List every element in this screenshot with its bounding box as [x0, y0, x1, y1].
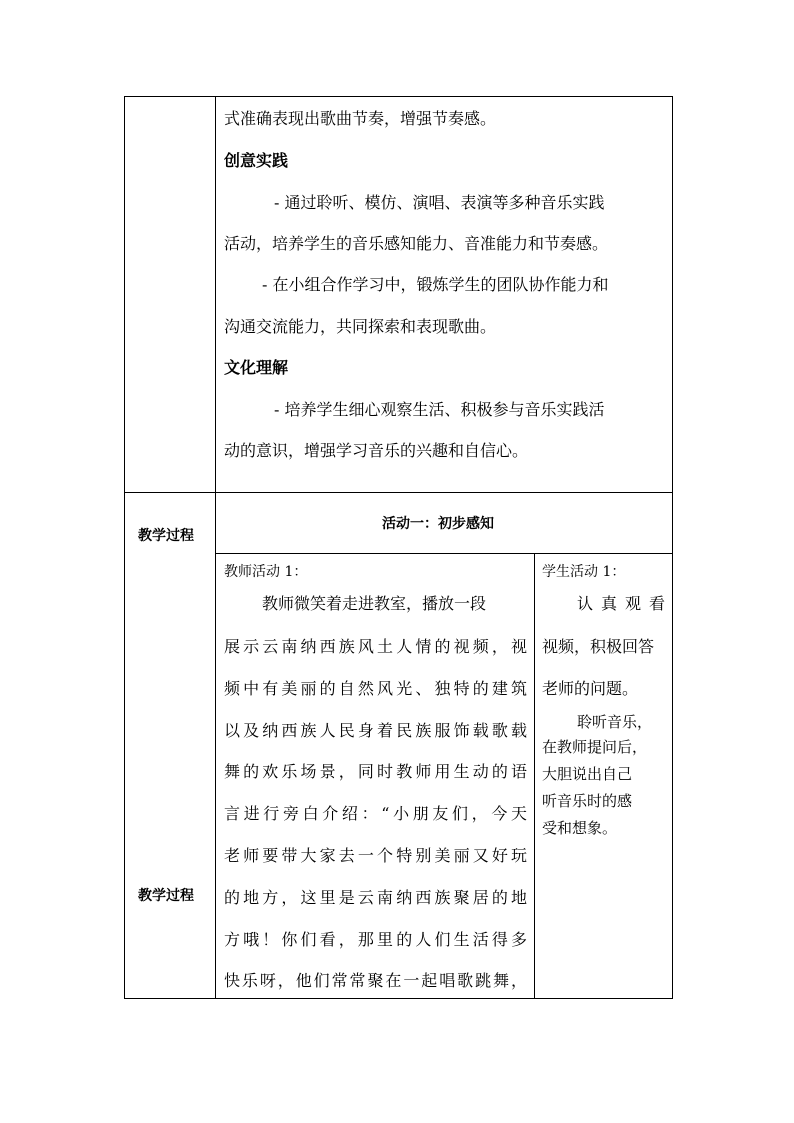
process-label-top: 教学过程: [138, 528, 194, 544]
creative-paragraph-2-line-2: 沟通交流能力，共同探索和表现歌曲。: [224, 317, 497, 336]
student-line: 认真观看: [577, 594, 665, 613]
row-divider: [124, 492, 673, 493]
teacher-line: 教师微笑着走进教室，播放一段: [262, 594, 487, 613]
creative-paragraph-2-line-1: - 在小组合作学习中，锻炼学生的团队协作能力和: [262, 275, 609, 294]
activity-title-divider: [215, 553, 673, 554]
student-line: 受和想象。: [542, 819, 618, 837]
teacher-line: 展示云南纳西族风土人情的视频，视: [224, 637, 527, 656]
culture-paragraph-line-1: - 培养学生细心观察生活、积极参与音乐实践活: [274, 400, 605, 419]
culture-understanding-heading: 文化理解: [224, 358, 289, 377]
label-column-divider: [215, 96, 216, 999]
student-line: 大胆说出自己: [542, 765, 633, 783]
creative-paragraph-1-line-2: 活动，培养学生的音乐感知能力、音准能力和节奏感。: [224, 234, 609, 253]
activity-title: 活动一：初步感知: [382, 516, 494, 532]
table-right-border: [672, 96, 673, 999]
teacher-line: 的地方，这里是云南纳西族聚居的地: [224, 888, 527, 907]
student-line: 老师的问题。: [542, 679, 639, 698]
teacher-line: 舞的欢乐场景，同时教师用生动的语: [224, 762, 527, 781]
teacher-line: 方哦！你们看，那里的人们生活得多: [224, 930, 527, 949]
process-label-bottom: 教学过程: [138, 888, 194, 904]
student-line: 听音乐时的感: [542, 792, 633, 810]
teacher-line: 以及纳西族人民身着民族服饰载歌载: [224, 721, 527, 740]
student-line: 聆听音乐，: [577, 713, 653, 731]
teacher-line: 老师要带大家去一个特别美丽又好玩: [224, 846, 527, 865]
teacher-activity-title: 教师活动 1：: [224, 564, 308, 580]
teacher-line: 频中有美丽的自然风光、独特的建筑: [224, 679, 527, 698]
student-line: 视频，积极回答: [542, 637, 655, 656]
table-bottom-border: [124, 998, 673, 999]
goal-continued-line: 式准确表现出歌曲节奏，增强节奏感。: [224, 109, 497, 128]
teacher-line: 快乐呀，他们常常聚在一起唱歌跳舞，: [224, 971, 527, 990]
creative-practice-heading: 创意实践: [224, 151, 289, 170]
teacher-student-divider: [534, 553, 535, 999]
table-top-border: [124, 96, 673, 97]
table-left-border: [124, 96, 125, 999]
student-activity-title: 学生活动 1：: [542, 564, 626, 580]
student-line: 在教师提问后，: [542, 738, 648, 756]
teacher-line: 言进行旁白介绍：“小朋友们，今天: [224, 804, 527, 823]
culture-paragraph-line-2: 动的意识，增强学习音乐的兴趣和自信心。: [224, 441, 529, 460]
creative-paragraph-1-line-1: - 通过聆听、模仿、演唱、表演等多种音乐实践: [274, 193, 605, 212]
